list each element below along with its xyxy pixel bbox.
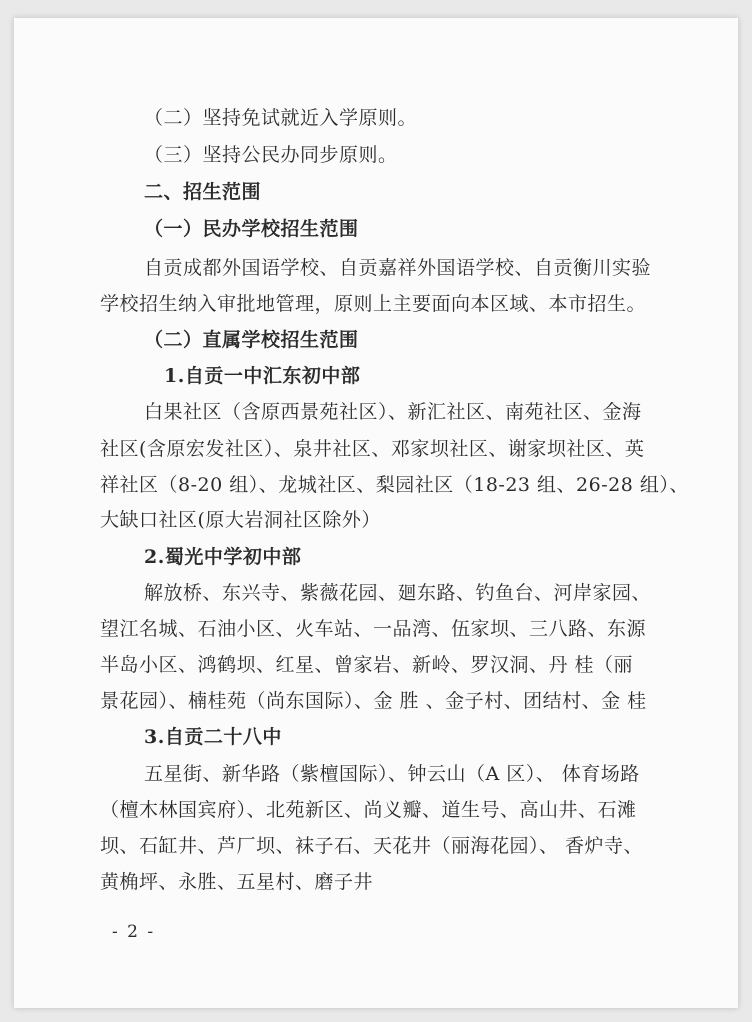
- school-3-line-4: 黄桷坪、永胜、五星村、磨子井: [100, 871, 374, 893]
- school-1-line-2: 社区(含原宏发社区）、泉井社区、邓家坝社区、谢家坝社区、英: [100, 438, 645, 460]
- school-2-line-2: 望江名城、石油小区、火车站、一品湾、伍家坝、三八路、东源: [100, 618, 647, 640]
- school-3-line-1: 五星街、新华路（紫檀国际）、钟云山（A 区）、 体育场路: [144, 763, 640, 785]
- school-1-line-1: 白果社区（含原西景苑社区）、新汇社区、南苑社区、金海: [144, 401, 642, 423]
- principle-2: （二）坚持免试就近入学原则。: [144, 107, 418, 129]
- school-heading-2: 2.蜀光中学初中部: [144, 546, 302, 568]
- school-2-line-3: 半岛小区、鸿鹤坝、红星、曾家岩、新岭、罗汉洞、丹 桂（丽: [100, 654, 634, 676]
- school-3-line-3: 坝、石缸井、芦厂坝、袜子石、天花井（丽海花园）、 香炉寺、: [100, 835, 644, 857]
- school-1-line-4: 大缺口社区(原大岩洞社区除外）: [100, 509, 381, 531]
- paragraph-private-line-1: 自贡成都外国语学校、自贡嘉祥外国语学校、自贡衡川实验: [144, 257, 652, 279]
- page-number: - 2 -: [112, 922, 156, 942]
- paragraph-private-line-2: 学校招生纳入审批地管理，原则上主要面向本区域、本市招生。: [100, 293, 647, 315]
- school-1-line-3: 祥社区（8-20 组）、龙城社区、梨园社区（18-23 组、26-28 组）、: [100, 474, 689, 496]
- school-heading-3: 3.自贡二十八中: [144, 726, 282, 748]
- school-2-line-4: 景花园）、楠桂苑（尚东国际）、金 胜 、金子村、团结村、金 桂: [100, 690, 647, 712]
- principle-3: （三）坚持公民办同步原则。: [144, 144, 398, 166]
- school-heading-1: 1.自贡一中汇东初中部: [164, 365, 361, 387]
- section-heading-enrollment-scope: 二、招生范围: [144, 181, 262, 203]
- school-2-line-1: 解放桥、东兴寺、紫薇花园、廻东路、钓鱼台、河岸家园、: [144, 582, 652, 604]
- school-3-line-2: （檀木林国宾府）、北苑新区、尚义瓣、道生号、高山井、石滩: [100, 799, 637, 821]
- subsection-heading-direct-schools: （二）直属学校招生范围: [144, 329, 359, 351]
- subsection-heading-private-schools: （一）民办学校招生范围: [144, 218, 359, 240]
